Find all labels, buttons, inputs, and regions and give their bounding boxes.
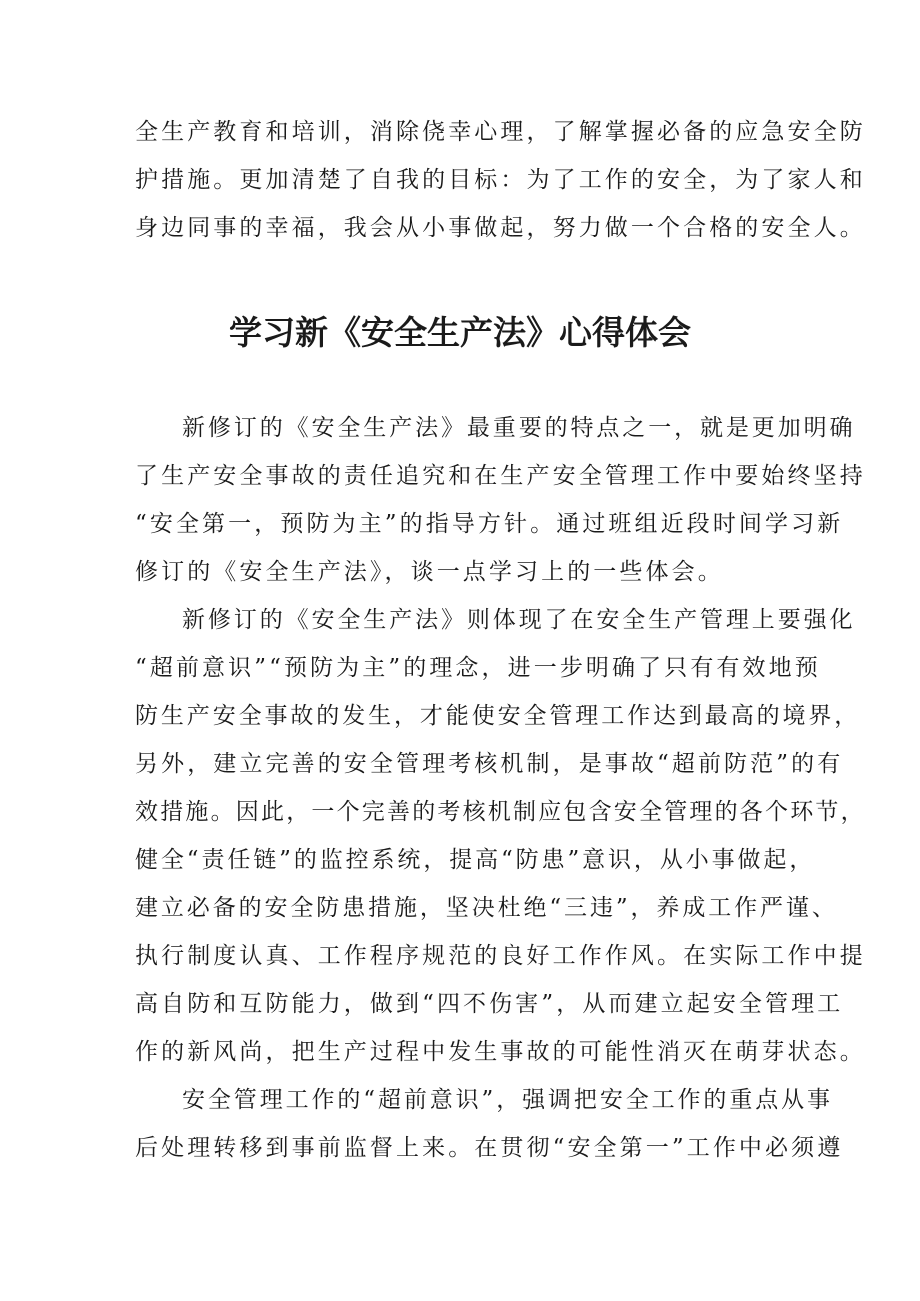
intro-line <box>0 160 920 200</box>
body-line-text: 防生产安全事故的发生，才能使安全管理工作达到最高的境界， <box>135 703 861 729</box>
body-line <box>0 1080 920 1120</box>
body-line <box>0 888 920 928</box>
body-line-text: 新修订的《安全生产法》最重要的特点之一，就是更加明确 <box>182 415 856 441</box>
body-line <box>0 696 920 736</box>
body-line-text: 安全管理工作的“超前意识”，强调把安全工作的重点从事 <box>182 1087 833 1113</box>
body-line <box>0 840 920 880</box>
body-line <box>0 984 920 1024</box>
body-line-text: 执行制度认真、工作程序规范的良好工作作风。在实际工作中提 <box>135 943 866 969</box>
body-line-text: 新修订的《安全生产法》则体现了在安全生产管理上要强化 <box>182 607 856 633</box>
body-line <box>0 1128 920 1168</box>
body-line-text: “超前意识”“预防为主”的理念，进一步明确了只有有效地预 <box>135 655 821 681</box>
body-line <box>0 456 920 496</box>
intro-line <box>0 208 920 248</box>
document-title: 学习新《安全生产法》心得体会 <box>229 313 691 352</box>
intro-line-text: 护措施。更加清楚了自我的目标：为了工作的安全，为了家人和 <box>135 167 866 193</box>
body-line <box>0 792 920 832</box>
body-line-text: 了生产安全事故的责任追究和在生产安全管理工作中要始终坚持 <box>135 463 866 489</box>
body-line-text: “安全第一，预防为主”的指导方针。通过班组近段时间学习新 <box>135 511 844 537</box>
body-line <box>0 1032 920 1072</box>
body-line <box>0 552 920 592</box>
body-line-text: 效措施。因此，一个完善的考核机制应包含安全管理的各个环节， <box>135 799 866 825</box>
body-line <box>0 600 920 640</box>
body-line <box>0 936 920 976</box>
body-line-text: 作的新风尚，把生产过程中发生事故的可能性消灭在萌芽状态。 <box>135 1039 866 1065</box>
body-line-text: 高自防和互防能力，做到“四不伤害”，从而建立起安全管理工 <box>135 991 844 1017</box>
body-line-text: 健全“责任链”的监控系统，提高“防患”意识，从小事做起， <box>135 847 816 873</box>
body-line <box>0 504 920 544</box>
intro-line-text: 全生产教育和培训，消除侥幸心理，了解掌握必备的应急安全防 <box>135 119 866 145</box>
intro-line-text: 身边同事的幸福，我会从小事做起，努力做一个合格的安全人。 <box>135 215 866 241</box>
body-line-text: 另外，建立完善的安全管理考核机制，是事故“超前防范”的有 <box>135 751 844 777</box>
body-line <box>0 744 920 784</box>
body-line-text: 后处理转移到事前监督上来。在贯彻“安全第一”工作中必须遵 <box>135 1135 844 1161</box>
body-line-text: 修订的《安全生产法》，谈一点学习上的一些体会。 <box>135 559 724 585</box>
body-line-text: 建立必备的安全防患措施，坚决杜绝“三违”，养成工作严谨、 <box>135 895 838 921</box>
body-line <box>0 408 920 448</box>
body-line <box>0 648 920 688</box>
intro-line <box>0 112 920 152</box>
